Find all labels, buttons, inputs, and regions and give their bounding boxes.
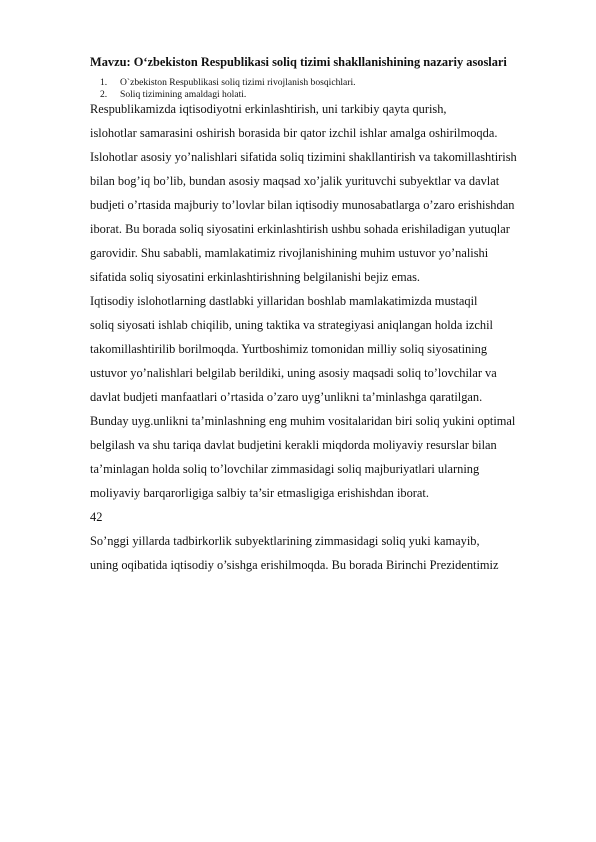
outline-item-text: O`zbekiston Respublikasi soliq tizimi rivojlanish bosqichlari. <box>120 77 356 88</box>
text-line: Islohotlar asosiy yo’nalishlari sifatida soliq tizimini shakllantirish va takomillashtirish <box>90 150 517 164</box>
topic-outline <box>90 77 526 101</box>
text-line: davlat budjeti manfaatlari o’rtasida o’zaro uyg’unlikni ta’minlashga qaratilgan. <box>90 390 483 404</box>
document-page <box>90 54 526 582</box>
outline-item <box>100 77 526 89</box>
text-line: Iqtisodiy islohotlarning dastlabki yillaridan boshlab mamlakatimizda mustaqil <box>90 294 478 308</box>
text-line: islohotlar samarasini oshirish borasida bir qator izchil ishlar amalga oshirilmoqda. <box>90 126 498 140</box>
text-line: Respublikamizda iqtisodiyotni erkinlashtirish, uni tarkibiy qayta qurish, <box>90 102 447 116</box>
outline-item-text: Soliq tizimining amaldagi holati. <box>120 89 247 100</box>
text-line: belgilash va shu tariqa davlat budjetini kerakli miqdorda moliyaviy resurslar bilan <box>90 438 497 452</box>
text-line: budjeti o’rtasida majburiy to’lovlar bilan iqtisodiy munosabatlarga o’zaro erishishdan <box>90 198 515 212</box>
outline-item <box>100 89 526 101</box>
text-line: moliyaviy barqarorligiga salbiy ta’sir etmasligiga erishishdan iborat. <box>90 486 429 500</box>
text-line: takomillashtirilib borilmoqda. Yurtboshimiz tomonidan milliy soliq siyosatining <box>90 342 488 356</box>
outline-item-number: 1. <box>100 77 108 88</box>
text-line: ta’minlagan holda soliq to’lovchilar zimmasidagi soliq majburiyatlari ularning <box>90 462 480 476</box>
text-line: Bunday uyg.unlikni ta’minlashning eng muhim vositalaridan biri soliq yukini optimal <box>90 414 516 428</box>
text-line: garovidir. Shu sababli, mamlakatimiz rivojlanishining muhim ustuvor yo’nalishi <box>90 246 489 260</box>
page-number: 42 <box>90 510 103 524</box>
text-line: uning oqibatida iqtisodiy o’sishga erishilmoqda. Bu borada Birinchi Prezidentimiz <box>90 558 499 572</box>
text-line: iborat. Bu borada soliq siyosatini erkinlashtirish ushbu sohada erishiladigan yutuqlar <box>90 222 510 236</box>
text-line: So’nggi yillarda tadbirkorlik subyektlarining zimmasidagi soliq yuki kamayib, <box>90 534 480 548</box>
document-title: Mavzu: O‘zbekiston Respublikasi soliq tizimi shakllanishining nazariy asoslari <box>90 55 507 69</box>
outline-item-number: 2. <box>100 89 108 100</box>
text-line: sifatida soliq siyosatini erkinlashtirishning belgilanishi bejiz emas. <box>90 270 421 284</box>
text-line: ustuvor yo’nalishlari belgilab berildiki, uning asosiy maqsadi soliq to’lovchilar va <box>90 366 497 380</box>
text-line: bilan bog’iq bo’lib, bundan asosiy maqsad xo’jalik yurituvchi subyektlar va davlat <box>90 174 500 188</box>
body-text <box>90 102 526 572</box>
text-line: soliq siyosati ishlab chiqilib, uning taktika va strategiyasi aniqlangan holda izchil <box>90 318 493 332</box>
